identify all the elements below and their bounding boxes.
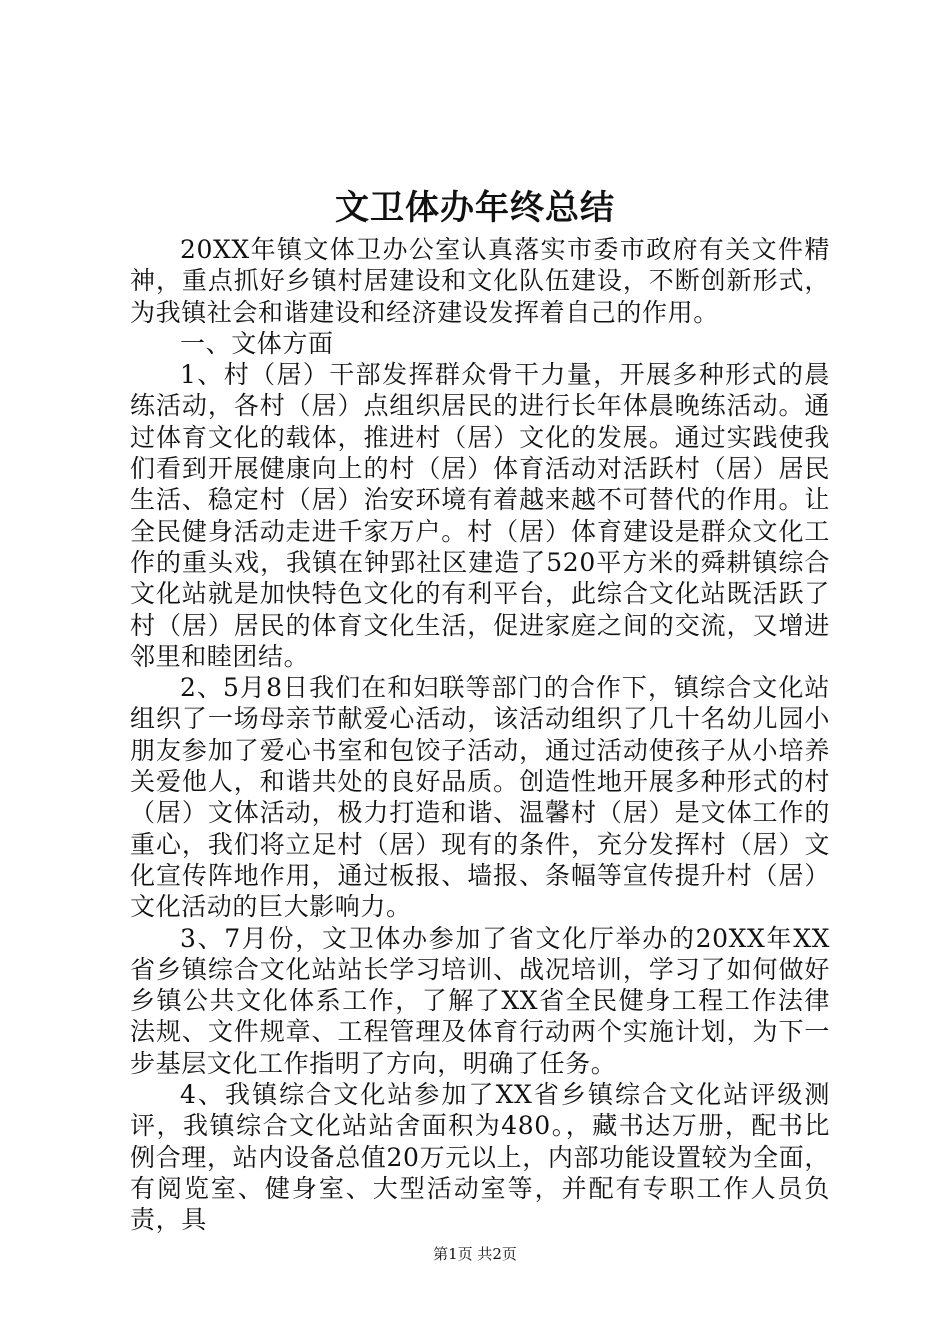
- page-number-footer: 第1页 共2页: [433, 1245, 517, 1263]
- section-heading: 一、文体方面: [180, 328, 334, 358]
- paragraph-item-1: 1、村（居）干部发挥群众骨干力量，开展多种形式的晨练活动，各村（居）点组织居民的进行长年体晨晚练活动。通过体育文化的载体，推进村（居）文化的发展。通过实践使我们看到开展健康向上的村（居）体育活动对活跃村（居）居民生活、稳定村（居）治安环境有着越来越不可替代的作用。让全民健身活动走进千家万户。村（居）体育建设是群众文化工作的重头戏，我镇在钟郢社区建造了520平方米的舜耕镇综合文化站就是加快特色文化的有利平台，此综合文化站既活跃了村（居）居民的体育文化生活，促进家庭之间的交流，又增进邻里和睦团结。: [130, 360, 830, 671]
- document-body: [130, 234, 830, 1236]
- paragraph-intro: 20XX年镇文体卫办公室认真落实市委市政府有关文件精神，重点抓好乡镇村居建设和文化队伍建设，不断创新形式，为我镇社会和谐建设和经济建设发挥着自己的作用。: [130, 235, 830, 327]
- document-title: 文卫体办年终总结: [335, 188, 615, 228]
- paragraph-item-3: 3、7月份，文卫体办参加了省文化厅举办的20XX年XX省乡镇综合文化站站长学习培训、战况培训，学习了如何做好乡镇公共文化体系工作，了解了XX省全民健身工程工作法律法规、文件规章、工程管理及体育行动两个实施计划，为下一步基层文化工作指明了方向，明确了任务。: [130, 923, 830, 1078]
- paragraph-item-4: 4、我镇综合文化站参加了XX省乡镇综合文化站评级测评，我镇综合文化站站舍面积为480。，藏书达万册，配书比例合理，站内设备总值20万元以上，内部功能设置较为全面，有阅览室、健身室、大型活动室等，并配有专职工作人员负责，具: [130, 1080, 830, 1235]
- paragraph-item-2: 2、5月8日我们在和妇联等部门的合作下，镇综合文化站组织了一场母亲节献爱心活动，该活动组织了几十名幼儿园小朋友参加了爱心书室和包饺子活动，通过活动使孩子从小培养关爱他人，和谐共处的良好品质。创造性地开展多种形式的村（居）文体活动，极力打造和谐、温馨村（居）是文体工作的重心，我们将立足村（居）现有的条件，充分发挥村（居）文化宣传阵地作用，通过板报、墙报、条幅等宣传提升村（居）文化活动的巨大影响力。: [130, 673, 830, 922]
